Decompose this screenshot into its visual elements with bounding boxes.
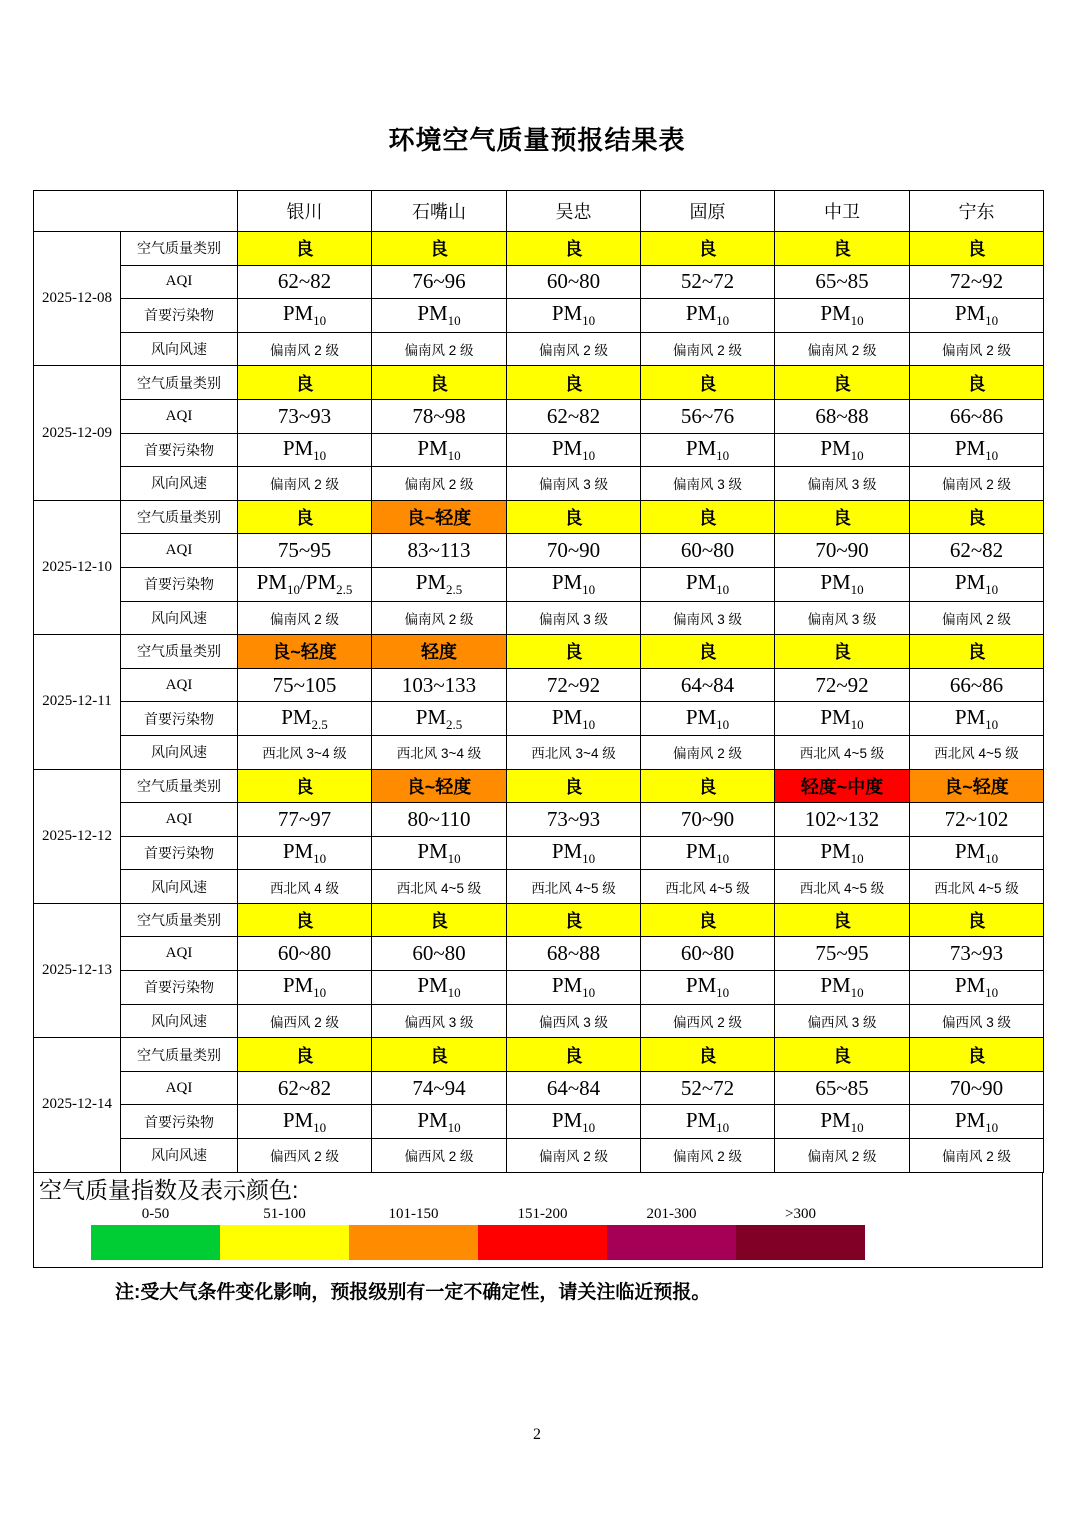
row-label-aqi: AQI <box>121 803 238 837</box>
row-label-wind: 风向风速 <box>121 735 238 769</box>
wind-cell: 偏南风 2 级 <box>775 1139 910 1173</box>
corner-cell <box>34 191 238 232</box>
row-label-aqi: AQI <box>121 265 238 299</box>
row-label-pollutant: 首要污染物 <box>121 702 238 736</box>
date-cell: 2025-12-13 <box>34 903 121 1037</box>
aqi-cell: 62~82 <box>238 1071 372 1105</box>
wind-cell: 偏西风 2 级 <box>641 1004 775 1038</box>
wind-cell: 西北风 3~4 级 <box>372 735 507 769</box>
legend-color-swatch <box>220 1225 349 1260</box>
wind-cell: 偏南风 2 级 <box>238 467 372 501</box>
aqi-cell: 73~93 <box>910 937 1044 971</box>
pollutant-cell: $PM_{10}$ <box>775 836 910 870</box>
category-cell: 良 <box>238 232 372 266</box>
pollutant-cell: $PM_{10}$ <box>507 1105 641 1139</box>
category-cell: 良 <box>641 903 775 937</box>
category-cell: 良 <box>910 635 1044 669</box>
pollutant-cell: $PM_{10}$ <box>238 971 372 1005</box>
category-cell: 良 <box>775 635 910 669</box>
pollutant-cell: $PM_{10}$ <box>641 433 775 467</box>
wind-cell: 偏南风 3 级 <box>641 467 775 501</box>
aqi-cell: 60~80 <box>507 265 641 299</box>
legend-range-label: 201-300 <box>646 1205 697 1222</box>
category-cell: 良~轻度 <box>238 635 372 669</box>
pollutant-cell: $PM_{10}$ <box>238 433 372 467</box>
pollutant-cell: $PM_{10}$ <box>775 567 910 601</box>
pollutant-cell: $PM_{10}$ <box>238 299 372 333</box>
aqi-cell: 83~113 <box>372 534 507 568</box>
legend-range-label: 51-100 <box>263 1205 306 1222</box>
aqi-cell: 73~93 <box>238 399 372 433</box>
aqi-cell: 72~102 <box>910 803 1044 837</box>
pollutant-cell: $PM_{10}$ <box>372 836 507 870</box>
pollutant-cell: $PM_{10}$ <box>641 299 775 333</box>
aqi-cell: 60~80 <box>238 937 372 971</box>
page-title: 环境空气质量预报结果表 <box>388 125 686 155</box>
row-label-pollutant: 首要污染物 <box>121 567 238 601</box>
pollutant-cell: $PM_{10}$ <box>910 1105 1044 1139</box>
row-label-aqi: AQI <box>121 1071 238 1105</box>
wind-cell: 偏西风 3 级 <box>910 1004 1044 1038</box>
aqi-cell: 64~84 <box>641 668 775 702</box>
pollutant-cell: $PM_{10}/PM_{2.5}$ <box>238 567 372 601</box>
pollutant-cell: $PM_{10}$ <box>641 1105 775 1139</box>
wind-cell: 偏南风 2 级 <box>238 601 372 635</box>
pollutant-cell: $PM_{10}$ <box>238 836 372 870</box>
pollutant-cell: $PM_{10}$ <box>910 433 1044 467</box>
category-cell: 良 <box>507 366 641 400</box>
wind-cell: 偏南风 2 级 <box>507 1139 641 1173</box>
aqi-cell: 78~98 <box>372 399 507 433</box>
pollutant-cell: $PM_{2.5}$ <box>238 702 372 736</box>
category-cell: 良 <box>641 635 775 669</box>
aqi-cell: 70~90 <box>641 803 775 837</box>
row-label-wind: 风向风速 <box>121 601 238 635</box>
wind-cell: 西北风 4~5 级 <box>910 735 1044 769</box>
pollutant-cell: $PM_{10}$ <box>507 433 641 467</box>
category-cell: 良 <box>910 500 1044 534</box>
pollutant-cell: $PM_{10}$ <box>910 299 1044 333</box>
aqi-cell: 64~84 <box>507 1071 641 1105</box>
legend-color-swatch <box>91 1225 220 1260</box>
pollutant-cell: $PM_{10}$ <box>775 702 910 736</box>
wind-cell: 偏南风 3 级 <box>507 601 641 635</box>
wind-cell: 西北风 3~4 级 <box>238 735 372 769</box>
wind-cell: 西北风 3~4 级 <box>507 735 641 769</box>
legend-title: 空气质量指数及表示颜色: <box>39 1176 299 1203</box>
pollutant-cell: $PM_{10}$ <box>775 433 910 467</box>
wind-cell: 西北风 4~5 级 <box>775 735 910 769</box>
legend-color-swatch <box>478 1225 607 1260</box>
row-label-pollutant: 首要污染物 <box>121 433 238 467</box>
category-cell: 良 <box>372 232 507 266</box>
wind-cell: 偏南风 2 级 <box>507 332 641 366</box>
wind-cell: 西北风 4~5 级 <box>507 870 641 904</box>
category-cell: 良 <box>507 903 641 937</box>
wind-cell: 偏西风 3 级 <box>372 1004 507 1038</box>
date-cell: 2025-12-10 <box>34 500 121 634</box>
category-cell: 良 <box>775 903 910 937</box>
pollutant-cell: $PM_{10}$ <box>775 971 910 1005</box>
aqi-cell: 68~88 <box>507 937 641 971</box>
category-cell: 良 <box>910 366 1044 400</box>
aqi-cell: 62~82 <box>910 534 1044 568</box>
category-cell: 良 <box>910 232 1044 266</box>
category-cell: 良 <box>775 366 910 400</box>
forecast-table <box>33 190 1044 1173</box>
aqi-cell: 60~80 <box>372 937 507 971</box>
wind-cell: 偏西风 3 级 <box>775 1004 910 1038</box>
legend-range-label: >300 <box>785 1205 816 1222</box>
category-cell: 良 <box>641 232 775 266</box>
aqi-cell: 103~133 <box>372 668 507 702</box>
category-cell: 良 <box>238 769 372 803</box>
date-cell: 2025-12-08 <box>34 232 121 366</box>
category-cell: 良 <box>238 1038 372 1072</box>
category-cell: 良 <box>507 500 641 534</box>
aqi-cell: 52~72 <box>641 265 775 299</box>
pollutant-cell: $PM_{10}$ <box>372 1105 507 1139</box>
pollutant-cell: $PM_{10}$ <box>372 433 507 467</box>
wind-cell: 偏南风 3 级 <box>641 601 775 635</box>
city-header: 石嘴山 <box>372 191 507 232</box>
category-cell: 良 <box>641 366 775 400</box>
row-label-wind: 风向风速 <box>121 467 238 501</box>
wind-cell: 偏南风 2 级 <box>910 467 1044 501</box>
wind-cell: 偏南风 2 级 <box>372 601 507 635</box>
wind-cell: 偏南风 2 级 <box>372 467 507 501</box>
wind-cell: 偏南风 2 级 <box>641 1139 775 1173</box>
legend-range-labels <box>91 1205 865 1223</box>
wind-cell: 偏南风 2 级 <box>910 601 1044 635</box>
content-area <box>33 190 1043 1304</box>
aqi-cell: 70~90 <box>507 534 641 568</box>
pollutant-cell: $PM_{10}$ <box>775 1105 910 1139</box>
legend-range-label: 101-150 <box>388 1205 439 1222</box>
wind-cell: 偏南风 2 级 <box>641 332 775 366</box>
category-cell: 良 <box>910 1038 1044 1072</box>
date-cell: 2025-12-12 <box>34 769 121 903</box>
date-cell: 2025-12-14 <box>34 1038 121 1172</box>
wind-cell: 西北风 4~5 级 <box>641 870 775 904</box>
wind-cell: 偏西风 3 级 <box>507 1004 641 1038</box>
category-cell: 良 <box>641 1038 775 1072</box>
pollutant-cell: $PM_{10}$ <box>507 299 641 333</box>
aqi-cell: 65~85 <box>775 1071 910 1105</box>
city-header: 银川 <box>238 191 372 232</box>
aqi-cell: 75~105 <box>238 668 372 702</box>
wind-cell: 偏西风 2 级 <box>372 1139 507 1173</box>
category-cell: 良 <box>910 903 1044 937</box>
row-label-pollutant: 首要污染物 <box>121 836 238 870</box>
category-cell: 良 <box>775 232 910 266</box>
category-cell: 良 <box>238 903 372 937</box>
aqi-cell: 52~72 <box>641 1071 775 1105</box>
aqi-cell: 72~92 <box>775 668 910 702</box>
aqi-cell: 62~82 <box>238 265 372 299</box>
row-label-wind: 风向风速 <box>121 332 238 366</box>
aqi-cell: 72~92 <box>910 265 1044 299</box>
category-cell: 良 <box>775 1038 910 1072</box>
pollutant-cell: $PM_{2.5}$ <box>372 702 507 736</box>
category-cell: 良~轻度 <box>372 500 507 534</box>
pollutant-cell: $PM_{10}$ <box>641 702 775 736</box>
city-header: 宁东 <box>910 191 1044 232</box>
legend-color-swatch <box>349 1225 478 1260</box>
wind-cell: 偏南风 2 级 <box>372 332 507 366</box>
aqi-cell: 60~80 <box>641 937 775 971</box>
pollutant-cell: $PM_{10}$ <box>507 836 641 870</box>
legend-range-label: 151-200 <box>517 1205 568 1222</box>
city-header: 中卫 <box>775 191 910 232</box>
row-label-pollutant: 首要污染物 <box>121 299 238 333</box>
category-cell: 良~轻度 <box>372 769 507 803</box>
aqi-cell: 77~97 <box>238 803 372 837</box>
date-cell: 2025-12-09 <box>34 366 121 500</box>
category-cell: 良 <box>238 500 372 534</box>
pollutant-cell: $PM_{10}$ <box>910 702 1044 736</box>
legend-color-swatch <box>736 1225 865 1260</box>
pollutant-cell: $PM_{10}$ <box>372 299 507 333</box>
category-cell: 良 <box>775 500 910 534</box>
category-cell: 轻度~中度 <box>775 769 910 803</box>
row-label-aqi: AQI <box>121 937 238 971</box>
city-header: 吴忠 <box>507 191 641 232</box>
aqi-legend <box>33 1173 1043 1268</box>
category-cell: 轻度 <box>372 635 507 669</box>
pollutant-cell: $PM_{10}$ <box>372 971 507 1005</box>
row-label-category: 空气质量类别 <box>121 500 238 534</box>
aqi-cell: 66~86 <box>910 399 1044 433</box>
category-cell: 良 <box>372 903 507 937</box>
wind-cell: 偏西风 2 级 <box>238 1004 372 1038</box>
row-label-category: 空气质量类别 <box>121 366 238 400</box>
wind-cell: 偏西风 2 级 <box>238 1139 372 1173</box>
pollutant-cell: $PM_{10}$ <box>641 836 775 870</box>
category-cell: 良 <box>641 500 775 534</box>
footnote: 注:受大气条件变化影响，预报级别有一定不确定性，请关注临近预报。 <box>115 1281 711 1303</box>
row-label-category: 空气质量类别 <box>121 635 238 669</box>
wind-cell: 偏南风 2 级 <box>238 332 372 366</box>
aqi-cell: 70~90 <box>910 1071 1044 1105</box>
pollutant-cell: $PM_{10}$ <box>641 971 775 1005</box>
aqi-cell: 72~92 <box>507 668 641 702</box>
aqi-cell: 56~76 <box>641 399 775 433</box>
wind-cell: 西北风 4~5 级 <box>372 870 507 904</box>
category-cell: 良 <box>372 366 507 400</box>
category-cell: 良 <box>238 366 372 400</box>
category-cell: 良 <box>507 232 641 266</box>
wind-cell: 偏南风 2 级 <box>641 735 775 769</box>
aqi-cell: 62~82 <box>507 399 641 433</box>
pollutant-cell: $PM_{10}$ <box>910 836 1044 870</box>
category-cell: 良 <box>507 769 641 803</box>
wind-cell: 西北风 4 级 <box>238 870 372 904</box>
wind-cell: 偏南风 3 级 <box>507 467 641 501</box>
row-label-wind: 风向风速 <box>121 870 238 904</box>
category-cell: 良 <box>507 635 641 669</box>
aqi-cell: 68~88 <box>775 399 910 433</box>
aqi-cell: 66~86 <box>910 668 1044 702</box>
aqi-cell: 70~90 <box>775 534 910 568</box>
row-label-pollutant: 首要污染物 <box>121 971 238 1005</box>
pollutant-cell: $PM_{2.5}$ <box>372 567 507 601</box>
row-label-aqi: AQI <box>121 399 238 433</box>
row-label-category: 空气质量类别 <box>121 1038 238 1072</box>
pollutant-cell: $PM_{10}$ <box>641 567 775 601</box>
wind-cell: 偏南风 2 级 <box>910 332 1044 366</box>
row-label-wind: 风向风速 <box>121 1004 238 1038</box>
row-label-aqi: AQI <box>121 534 238 568</box>
wind-cell: 偏南风 3 级 <box>775 467 910 501</box>
aqi-cell: 73~93 <box>507 803 641 837</box>
category-cell: 良~轻度 <box>910 769 1044 803</box>
pollutant-cell: $PM_{10}$ <box>775 299 910 333</box>
row-label-wind: 风向风速 <box>121 1139 238 1173</box>
city-header: 固原 <box>641 191 775 232</box>
category-cell: 良 <box>507 1038 641 1072</box>
date-cell: 2025-12-11 <box>34 635 121 769</box>
pollutant-cell: $PM_{10}$ <box>238 1105 372 1139</box>
aqi-cell: 60~80 <box>641 534 775 568</box>
wind-cell: 西北风 4~5 级 <box>775 870 910 904</box>
pollutant-cell: $PM_{10}$ <box>507 702 641 736</box>
row-label-category: 空气质量类别 <box>121 769 238 803</box>
row-label-aqi: AQI <box>121 668 238 702</box>
pollutant-cell: $PM_{10}$ <box>507 971 641 1005</box>
legend-range-label: 0-50 <box>141 1205 170 1222</box>
wind-cell: 偏南风 3 级 <box>775 601 910 635</box>
category-cell: 良 <box>372 1038 507 1072</box>
category-cell: 良 <box>641 769 775 803</box>
aqi-cell: 102~132 <box>775 803 910 837</box>
wind-cell: 偏南风 2 级 <box>910 1139 1044 1173</box>
row-label-pollutant: 首要污染物 <box>121 1105 238 1139</box>
row-label-category: 空气质量类别 <box>121 232 238 266</box>
legend-color-swatch <box>607 1225 736 1260</box>
row-label-category: 空气质量类别 <box>121 903 238 937</box>
aqi-cell: 75~95 <box>775 937 910 971</box>
aqi-cell: 76~96 <box>372 265 507 299</box>
wind-cell: 西北风 4~5 级 <box>910 870 1044 904</box>
legend-color-bar <box>91 1225 865 1260</box>
wind-cell: 偏南风 2 级 <box>775 332 910 366</box>
pollutant-cell: $PM_{10}$ <box>910 567 1044 601</box>
page-number: 2 <box>533 1426 541 1443</box>
pollutant-cell: $PM_{10}$ <box>507 567 641 601</box>
aqi-cell: 74~94 <box>372 1071 507 1105</box>
pollutant-cell: $PM_{10}$ <box>910 971 1044 1005</box>
aqi-cell: 80~110 <box>372 803 507 837</box>
aqi-cell: 75~95 <box>238 534 372 568</box>
aqi-cell: 65~85 <box>775 265 910 299</box>
